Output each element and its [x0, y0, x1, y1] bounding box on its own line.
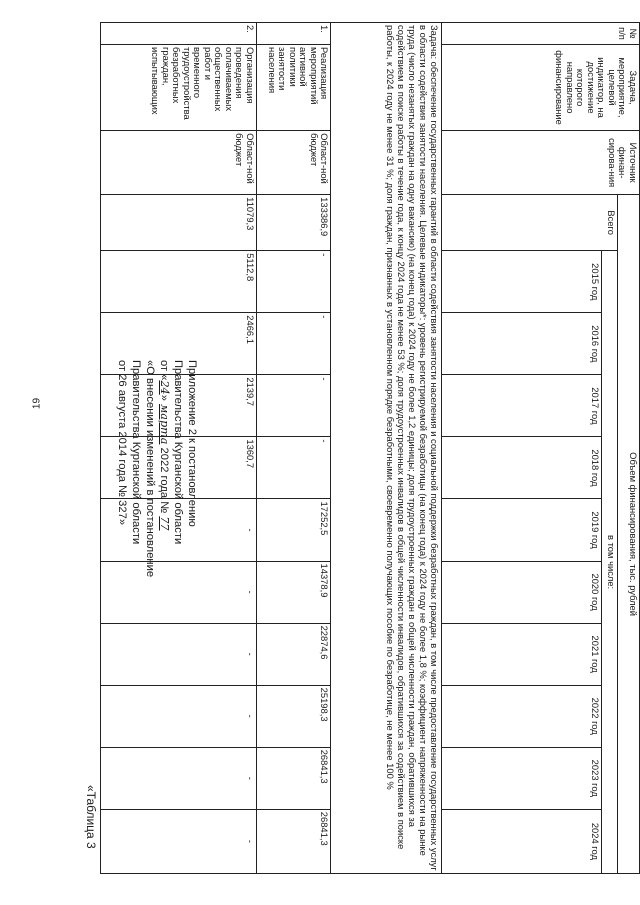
table-row — [256, 23, 331, 874]
header-line: «О внесении изменений в постановление — [144, 360, 156, 578]
row-value: - — [256, 251, 331, 313]
handwritten-number: 77 — [158, 516, 171, 531]
row-value: - — [256, 313, 331, 375]
row-value: 17252,5 — [256, 499, 331, 561]
row-value: - — [101, 685, 257, 747]
table-row — [101, 23, 257, 874]
header-line: от 26 августа 2014 года № 327» — [116, 360, 128, 526]
row-value: 22874,6 — [256, 623, 331, 685]
rotated-page-content — [80, 0, 640, 880]
col-header-total: Всего — [442, 195, 618, 251]
row-value: 1360,7 — [101, 437, 257, 499]
col-header-year: 2015 год — [442, 251, 602, 313]
col-header-source: Источник финан-сирова-ния — [442, 131, 640, 195]
col-header-including: в том числе: — [602, 251, 618, 874]
row-value: 2466,1 — [101, 313, 257, 375]
col-header-year: 2023 год — [442, 747, 602, 809]
col-header-year: 2018 год — [442, 437, 602, 499]
row-value: - — [101, 561, 257, 623]
row-source: Област-ной бюджет — [101, 131, 257, 195]
col-header-year: 2019 год — [442, 499, 602, 561]
row-total: 133386,9 — [256, 195, 331, 251]
row-source: Област-ной бюджет — [256, 131, 331, 195]
page-number: 19 — [31, 397, 43, 410]
row-value: - — [101, 809, 257, 873]
col-header-year: 2016 год — [442, 313, 602, 375]
handwritten-day: 24 — [158, 380, 171, 395]
row-value: 25198,3 — [256, 685, 331, 747]
row-value: - — [256, 375, 331, 437]
row-name: Реализация мероприятий активной политики занятости населения — [256, 45, 331, 131]
header-date-line: от «24» марта 2022 года № 77 — [158, 360, 171, 531]
col-header-funding: Объем финансирования, тыс. рублей — [618, 195, 640, 874]
row-name: Организация проведения оплачиваемых общественных работ и временного трудоустройства безработных граждан, испытывающих — [101, 45, 257, 131]
header-line: Приложение 2 к постановлению — [186, 360, 198, 527]
row-value: - — [101, 623, 257, 685]
row-number: 2. — [101, 23, 257, 45]
col-header-year: 2022 год — [442, 685, 602, 747]
col-header-year: 2024 год — [442, 809, 602, 873]
row-value: 5112,8 — [101, 251, 257, 313]
funding-table — [100, 22, 640, 874]
row-value: 26841,3 — [256, 747, 331, 809]
col-header-task: Задача, мероприятие, целевой индикатор, на достижение которого направлено финансирование — [442, 45, 640, 131]
table-label: «Таблица 3 — [84, 785, 98, 849]
row-value: - — [256, 437, 331, 499]
task-description: Задача: обеспечение государственных гарантий в области содействия занятости населения и социальной поддержки безработных граждан, в том числе предоставление государственных услуг в области содействия занятости населения. Целевые индикаторы*: уровень регистрируемой безработицы (на конец года) к 2024 году не более 1,8 %; коэффициент напряженности на рынке труда (число незанятых граждан на одну вакансию) (на конец года) к 2024 году не более 1,2 единицы; доля трудоустроенных граждан в общей численности граждан, обратившихся за содействием в поиске работы в течение года, к концу 2024 года не менее 53 %; доля трудоустроенных инвалидов в общей численности инвалидов, обратившихся за содействием в поиске работы, к 2024 году не менее 31 %; доля граждан, признанных в установленном порядке безработными, своевременно получающих пособие по безработице, не менее 100 % — [331, 23, 442, 874]
col-header-year: 2020 год — [442, 561, 602, 623]
header-line: Правительства Курганской области — [172, 360, 184, 545]
row-number: 1. — [256, 23, 331, 45]
handwritten-month: марта — [158, 404, 171, 445]
row-value: 2139,7 — [101, 375, 257, 437]
header-line: Правительства Курганской области — [130, 360, 142, 545]
col-header-number: № п/п — [442, 23, 640, 45]
col-header-year: 2017 год — [442, 375, 602, 437]
row-value: - — [101, 747, 257, 809]
row-value: 26841,3 — [256, 809, 331, 873]
row-value: 14378,9 — [256, 561, 331, 623]
row-total: 11079,3 — [101, 195, 257, 251]
row-value: - — [101, 499, 257, 561]
col-header-year: 2021 год — [442, 623, 602, 685]
